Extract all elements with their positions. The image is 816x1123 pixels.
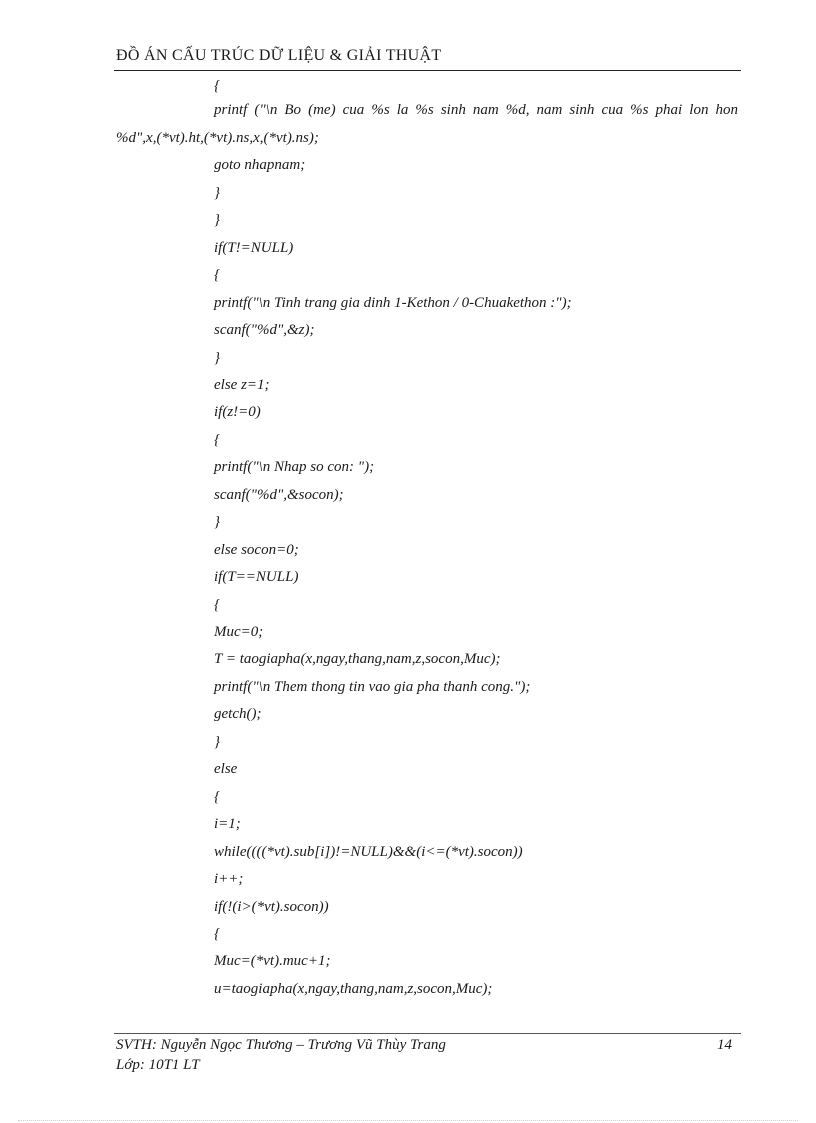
code-line: printf ("\n Bo (me) cua %s la %s sinh nam %d, nam sinh cua %s phai lon hon xyxy=(214,102,738,119)
code-line: else z=1; xyxy=(214,376,270,393)
code-line: while((((*vt).sub[i])!=NULL)&&(i<=(*vt).socon)) xyxy=(214,843,523,860)
code-line: { xyxy=(214,925,220,942)
code-line: Muc=(*vt).muc+1; xyxy=(214,953,331,970)
code-line: } xyxy=(214,733,220,750)
code-line: goto nhapnam; xyxy=(214,157,306,174)
code-line: { xyxy=(214,596,220,613)
code-line: printf("\n Them thong tin vao gia pha thanh cong."); xyxy=(214,678,531,695)
code-line: { xyxy=(214,267,220,284)
code-line: if(!(i>(*vt).socon)) xyxy=(214,898,329,915)
code-line: printf("\n Nhap so con: "); xyxy=(214,459,375,476)
header-divider xyxy=(114,70,741,71)
code-line: Muc=0; xyxy=(214,624,264,640)
code-line: u=taogiapha(x,ngay,thang,nam,z,socon,Muc); xyxy=(214,980,493,997)
header-title: ĐỒ ÁN CẤU TRÚC DỮ LIỆU & GIẢI THUẬT xyxy=(116,47,442,64)
footer-class: Lớp: 10T1 LT xyxy=(116,1057,200,1073)
code-line: if(T!=NULL) xyxy=(214,239,294,256)
page-bottom-edge xyxy=(18,1120,798,1121)
code-line: %d",x,(*vt).ht,(*vt).ns,x,(*vt).ns); xyxy=(116,129,319,146)
footer-divider xyxy=(114,1033,741,1034)
code-line: { xyxy=(214,78,220,94)
code-line: if(z!=0) xyxy=(214,404,261,421)
footer-authors: SVTH: Nguyễn Ngọc Thương – Trương Vũ Thùy Trang xyxy=(116,1037,446,1053)
code-line: printf("\n Tinh trang gia dinh 1-Kethon / 0-Chuakethon :"); xyxy=(214,294,572,311)
code-line: } xyxy=(214,349,220,366)
code-line: { xyxy=(214,431,220,448)
code-line: T = taogiapha(x,ngay,thang,nam,z,socon,Muc); xyxy=(214,651,501,668)
code-line: else socon=0; xyxy=(214,541,299,558)
code-line: scanf("%d",&z); xyxy=(214,322,315,339)
code-line: getch(); xyxy=(214,706,262,723)
code-line: else xyxy=(214,761,238,778)
code-line: } xyxy=(214,514,220,531)
code-line: if(T==NULL) xyxy=(214,569,299,586)
code-line: } xyxy=(214,184,220,201)
code-line: scanf("%d",&socon); xyxy=(214,486,344,503)
code-line: i=1; xyxy=(214,816,241,833)
page-number: 14 xyxy=(717,1037,732,1053)
code-line: } xyxy=(214,212,220,229)
code-line: { xyxy=(214,788,220,805)
code-line: i++; xyxy=(214,871,244,888)
